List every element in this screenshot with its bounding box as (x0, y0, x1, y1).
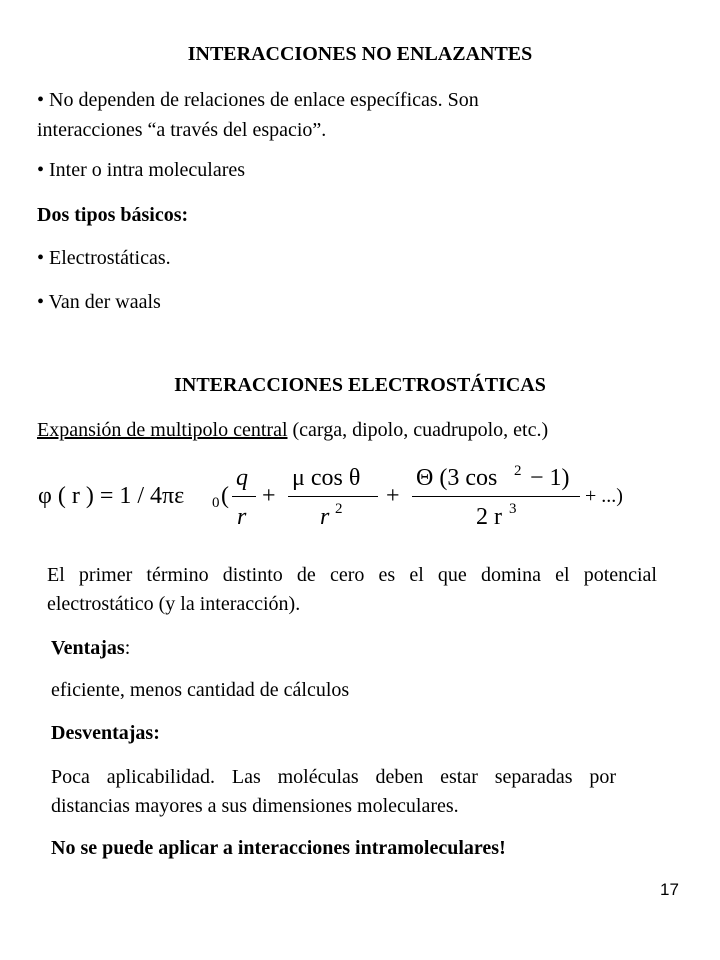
paragraph-dominant-term: El primer término distinto de cero es el que domina el potencial electrostático (y la interacción). (47, 564, 657, 615)
section-title-electrostaticas: INTERACCIONES ELECTROSTÁTICAS (174, 374, 546, 396)
bullet-inter-intra: • Inter o intra moleculares (37, 159, 246, 181)
ventajas-heading (51, 636, 130, 660)
ventajas-label: Ventajas (51, 637, 125, 659)
term2-fraction-bar (288, 496, 378, 497)
plus-sign-1: + (262, 483, 276, 509)
intro-line (37, 418, 548, 442)
section-title-no-enlazantes: INTERACCIONES NO ENLAZANTES (187, 43, 533, 65)
bullet-van-der-waals: • Van der waals (37, 291, 161, 313)
desventajas-text: Poca aplicabilidad. Las moléculas deben estar separadas por distancias mayores a sus dimensiones moleculares. (51, 766, 616, 817)
term3-denominator-exponent: 3 (509, 501, 517, 517)
term1-denominator: r (237, 504, 247, 530)
term3-fraction-bar (412, 496, 580, 497)
bullet-electrostaticas: • Electrostáticas. (37, 247, 171, 269)
bullet-no-dependen-line1: • No dependen de relaciones de enlace específicas. Son (37, 89, 479, 111)
equation-tail: + ...) (585, 485, 623, 507)
term2-denominator-exponent: 2 (335, 501, 343, 517)
final-note: No se puede aplicar a interacciones intramoleculares! (51, 837, 506, 859)
subheading-dos-tipos: Dos tipos básicos: (37, 204, 189, 226)
page-number: 17 (660, 880, 679, 899)
term2-denominator: r (320, 504, 330, 530)
plus-sign-2: + (386, 483, 400, 509)
term3-numerator-a: Θ (3 cos (416, 465, 498, 491)
intro-rest: (carga, dipolo, cuadrupolo, etc.) (287, 419, 549, 441)
ventajas-colon: : (124, 637, 131, 659)
term1-numerator: q (236, 465, 248, 491)
equation-eps-subscript: 0 (212, 495, 220, 511)
term3-numerator-b: − 1) (530, 465, 570, 491)
intro-underlined-term: Expansión de multipolo central (37, 419, 288, 441)
term3-numerator-exponent: 2 (514, 463, 522, 479)
bullet-no-dependen-line2: interacciones “a través del espacio”. (37, 119, 327, 141)
term2-numerator: μ cos θ (292, 465, 361, 491)
desventajas-label: Desventajas: (51, 722, 160, 744)
ventajas-text: eficiente, menos cantidad de cálculos (51, 679, 350, 701)
term1-fraction-bar (232, 496, 256, 497)
equation-lhs: φ ( r ) = 1 / 4πε (38, 483, 185, 509)
term3-denominator: 2 r (476, 504, 502, 530)
equation-open-paren: ( (221, 483, 229, 509)
